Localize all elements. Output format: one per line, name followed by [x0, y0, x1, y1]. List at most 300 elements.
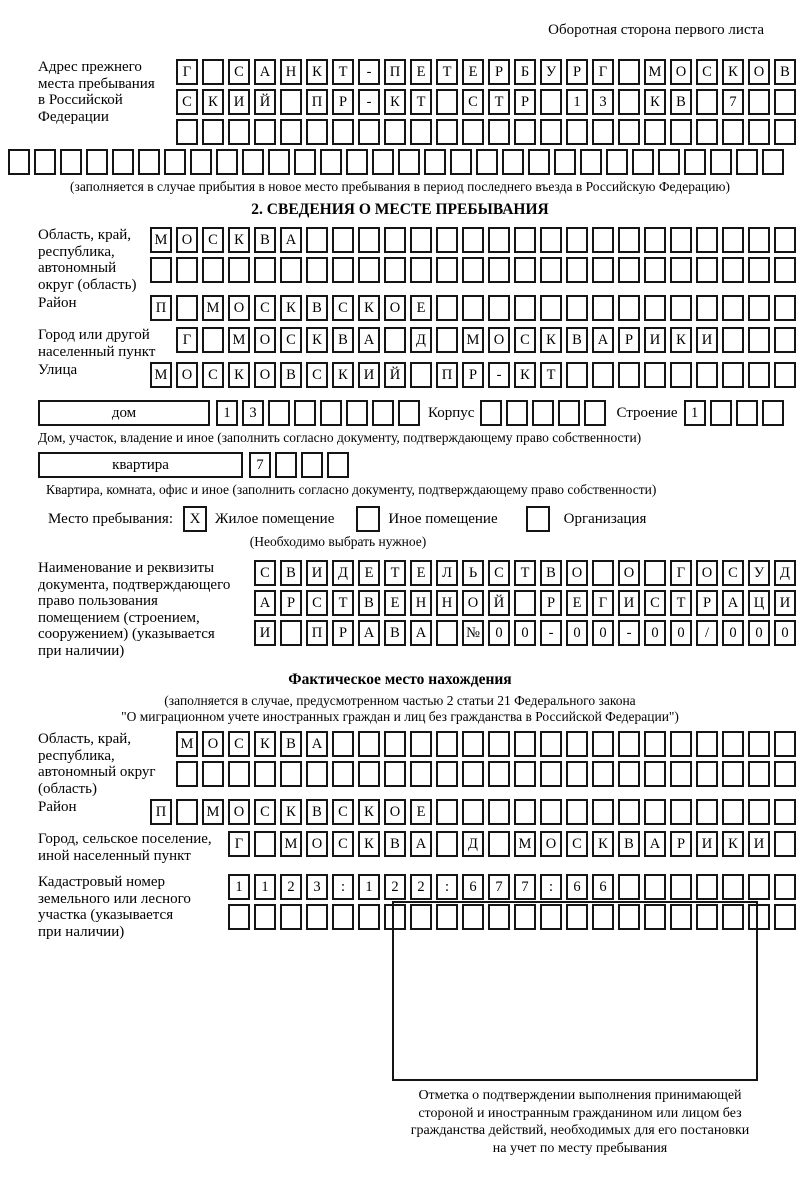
- char-cell[interactable]: [358, 761, 380, 787]
- char-cell[interactable]: О: [176, 362, 198, 388]
- char-cell[interactable]: -: [358, 89, 380, 115]
- char-cell[interactable]: [280, 119, 302, 145]
- char-cell[interactable]: И: [618, 590, 640, 616]
- char-cell[interactable]: [670, 799, 692, 825]
- char-cell[interactable]: [358, 904, 380, 930]
- char-cell[interactable]: [554, 149, 576, 175]
- region-row-1[interactable]: [150, 227, 796, 253]
- char-cell[interactable]: [580, 149, 602, 175]
- char-cell[interactable]: [774, 257, 796, 283]
- char-cell[interactable]: [436, 327, 458, 353]
- char-cell[interactable]: [410, 362, 432, 388]
- char-cell[interactable]: [424, 149, 446, 175]
- char-cell[interactable]: В: [280, 731, 302, 757]
- checkbox-residential[interactable]: X: [183, 506, 207, 532]
- char-cell[interactable]: [736, 400, 758, 426]
- char-cell[interactable]: С: [176, 89, 198, 115]
- char-cell[interactable]: Р: [618, 327, 640, 353]
- char-cell[interactable]: 0: [722, 620, 744, 646]
- char-cell[interactable]: [644, 560, 666, 586]
- char-cell[interactable]: И: [696, 327, 718, 353]
- char-cell[interactable]: [358, 227, 380, 253]
- char-cell[interactable]: [34, 149, 56, 175]
- char-cell[interactable]: [748, 89, 770, 115]
- char-cell[interactable]: С: [280, 327, 302, 353]
- char-cell[interactable]: [670, 362, 692, 388]
- char-cell[interactable]: [358, 119, 380, 145]
- char-cell[interactable]: Й: [384, 362, 406, 388]
- char-cell[interactable]: [762, 400, 784, 426]
- char-cell[interactable]: Г: [176, 327, 198, 353]
- char-cell[interactable]: [696, 874, 718, 900]
- char-cell[interactable]: [332, 761, 354, 787]
- char-cell[interactable]: [202, 119, 224, 145]
- char-cell[interactable]: Р: [332, 89, 354, 115]
- char-cell[interactable]: [696, 119, 718, 145]
- document-row-2[interactable]: [254, 590, 796, 616]
- city-row[interactable]: [176, 327, 796, 353]
- char-cell[interactable]: [618, 257, 640, 283]
- char-cell[interactable]: [696, 799, 718, 825]
- char-cell[interactable]: Р: [280, 590, 302, 616]
- char-cell[interactable]: [176, 761, 198, 787]
- char-cell[interactable]: К: [254, 731, 276, 757]
- char-cell[interactable]: [592, 799, 614, 825]
- char-cell[interactable]: [301, 452, 323, 478]
- char-cell[interactable]: Е: [410, 59, 432, 85]
- char-cell[interactable]: [384, 227, 406, 253]
- char-cell[interactable]: [566, 761, 588, 787]
- char-cell[interactable]: [566, 799, 588, 825]
- char-cell[interactable]: М: [150, 362, 172, 388]
- char-cell[interactable]: Е: [410, 799, 432, 825]
- prev-address-row-4[interactable]: [8, 149, 792, 175]
- char-cell[interactable]: [280, 620, 302, 646]
- char-cell[interactable]: [436, 831, 458, 857]
- char-cell[interactable]: [332, 731, 354, 757]
- char-cell[interactable]: М: [176, 731, 198, 757]
- char-cell[interactable]: [748, 295, 770, 321]
- char-cell[interactable]: [566, 362, 588, 388]
- char-cell[interactable]: [436, 257, 458, 283]
- char-cell[interactable]: И: [696, 831, 718, 857]
- char-cell[interactable]: [670, 257, 692, 283]
- prev-address-row-1[interactable]: [176, 59, 796, 85]
- char-cell[interactable]: [722, 295, 744, 321]
- char-cell[interactable]: [228, 119, 250, 145]
- char-cell[interactable]: [592, 362, 614, 388]
- char-cell[interactable]: П: [384, 59, 406, 85]
- char-cell[interactable]: [540, 761, 562, 787]
- char-cell[interactable]: В: [540, 560, 562, 586]
- char-cell[interactable]: Е: [410, 560, 432, 586]
- char-cell[interactable]: [670, 731, 692, 757]
- char-cell[interactable]: [722, 257, 744, 283]
- char-cell[interactable]: [450, 149, 472, 175]
- char-cell[interactable]: [532, 400, 554, 426]
- char-cell[interactable]: [696, 89, 718, 115]
- char-cell[interactable]: [696, 295, 718, 321]
- char-cell[interactable]: [774, 227, 796, 253]
- char-cell[interactable]: [476, 149, 498, 175]
- char-cell[interactable]: 1: [566, 89, 588, 115]
- char-cell[interactable]: 0: [644, 620, 666, 646]
- char-cell[interactable]: К: [280, 295, 302, 321]
- char-cell[interactable]: В: [280, 362, 302, 388]
- char-cell[interactable]: [294, 149, 316, 175]
- char-cell[interactable]: О: [384, 799, 406, 825]
- char-cell[interactable]: 6: [592, 874, 614, 900]
- char-cell[interactable]: [592, 731, 614, 757]
- char-cell[interactable]: [762, 149, 784, 175]
- char-cell[interactable]: [514, 227, 536, 253]
- actual-district-row[interactable]: [150, 799, 796, 825]
- korpus-cells[interactable]: [480, 400, 606, 426]
- char-cell[interactable]: [736, 149, 758, 175]
- char-cell[interactable]: Г: [670, 560, 692, 586]
- char-cell[interactable]: [410, 761, 432, 787]
- char-cell[interactable]: 3: [242, 400, 264, 426]
- char-cell[interactable]: [748, 327, 770, 353]
- char-cell[interactable]: [436, 620, 458, 646]
- char-cell[interactable]: И: [306, 560, 328, 586]
- char-cell[interactable]: [410, 227, 432, 253]
- char-cell[interactable]: О: [384, 295, 406, 321]
- char-cell[interactable]: А: [358, 327, 380, 353]
- char-cell[interactable]: П: [436, 362, 458, 388]
- char-cell[interactable]: П: [306, 89, 328, 115]
- char-cell[interactable]: Н: [280, 59, 302, 85]
- char-cell[interactable]: О: [618, 560, 640, 586]
- char-cell[interactable]: К: [202, 89, 224, 115]
- char-cell[interactable]: Е: [358, 560, 380, 586]
- char-cell[interactable]: В: [358, 590, 380, 616]
- char-cell[interactable]: [488, 761, 510, 787]
- char-cell[interactable]: 0: [566, 620, 588, 646]
- char-cell[interactable]: [644, 731, 666, 757]
- char-cell[interactable]: [280, 761, 302, 787]
- char-cell[interactable]: Т: [410, 89, 432, 115]
- char-cell[interactable]: [592, 560, 614, 586]
- char-cell[interactable]: 1: [684, 400, 706, 426]
- char-cell[interactable]: [644, 761, 666, 787]
- char-cell[interactable]: Д: [462, 831, 484, 857]
- char-cell[interactable]: Н: [410, 590, 432, 616]
- char-cell[interactable]: Т: [384, 560, 406, 586]
- char-cell[interactable]: [332, 119, 354, 145]
- char-cell[interactable]: В: [254, 227, 276, 253]
- char-cell[interactable]: -: [618, 620, 640, 646]
- char-cell[interactable]: [618, 119, 640, 145]
- char-cell[interactable]: [644, 295, 666, 321]
- char-cell[interactable]: В: [306, 295, 328, 321]
- char-cell[interactable]: -: [540, 620, 562, 646]
- char-cell[interactable]: [268, 149, 290, 175]
- char-cell[interactable]: [644, 227, 666, 253]
- char-cell[interactable]: [566, 257, 588, 283]
- char-cell[interactable]: [384, 119, 406, 145]
- char-cell[interactable]: [488, 257, 510, 283]
- char-cell[interactable]: А: [410, 831, 432, 857]
- char-cell[interactable]: А: [358, 620, 380, 646]
- char-cell[interactable]: К: [306, 327, 328, 353]
- char-cell[interactable]: [618, 227, 640, 253]
- char-cell[interactable]: [410, 731, 432, 757]
- region-row-2[interactable]: [150, 257, 796, 283]
- char-cell[interactable]: У: [540, 59, 562, 85]
- char-cell[interactable]: [346, 400, 368, 426]
- char-cell[interactable]: В: [670, 89, 692, 115]
- char-cell[interactable]: [502, 149, 524, 175]
- char-cell[interactable]: Д: [774, 560, 796, 586]
- char-cell[interactable]: [748, 257, 770, 283]
- char-cell[interactable]: Й: [254, 89, 276, 115]
- char-cell[interactable]: [514, 257, 536, 283]
- char-cell[interactable]: [228, 257, 250, 283]
- char-cell[interactable]: [670, 874, 692, 900]
- char-cell[interactable]: П: [150, 799, 172, 825]
- char-cell[interactable]: [584, 400, 606, 426]
- char-cell[interactable]: М: [514, 831, 536, 857]
- char-cell[interactable]: И: [228, 89, 250, 115]
- char-cell[interactable]: [436, 799, 458, 825]
- char-cell[interactable]: [275, 452, 297, 478]
- char-cell[interactable]: [710, 149, 732, 175]
- char-cell[interactable]: И: [748, 831, 770, 857]
- char-cell[interactable]: [618, 295, 640, 321]
- char-cell[interactable]: [722, 731, 744, 757]
- char-cell[interactable]: :: [332, 874, 354, 900]
- char-cell[interactable]: [644, 362, 666, 388]
- char-cell[interactable]: У: [748, 560, 770, 586]
- char-cell[interactable]: [658, 149, 680, 175]
- char-cell[interactable]: [150, 257, 172, 283]
- char-cell[interactable]: [320, 149, 342, 175]
- char-cell[interactable]: /: [696, 620, 718, 646]
- char-cell[interactable]: [506, 400, 528, 426]
- prev-address-row-3[interactable]: [176, 119, 796, 145]
- char-cell[interactable]: [60, 149, 82, 175]
- char-cell[interactable]: [280, 89, 302, 115]
- actual-region-row-1[interactable]: [176, 731, 796, 757]
- char-cell[interactable]: С: [202, 362, 224, 388]
- char-cell[interactable]: [670, 295, 692, 321]
- char-cell[interactable]: С: [488, 560, 510, 586]
- char-cell[interactable]: Г: [592, 590, 614, 616]
- char-cell[interactable]: [306, 257, 328, 283]
- char-cell[interactable]: О: [254, 327, 276, 353]
- char-cell[interactable]: [202, 761, 224, 787]
- char-cell[interactable]: [216, 149, 238, 175]
- char-cell[interactable]: Д: [410, 327, 432, 353]
- char-cell[interactable]: 7: [488, 874, 510, 900]
- char-cell[interactable]: Г: [176, 59, 198, 85]
- char-cell[interactable]: Н: [436, 590, 458, 616]
- char-cell[interactable]: [384, 731, 406, 757]
- char-cell[interactable]: [670, 119, 692, 145]
- apartment-cells[interactable]: [249, 452, 349, 478]
- char-cell[interactable]: [748, 761, 770, 787]
- char-cell[interactable]: 0: [488, 620, 510, 646]
- char-cell[interactable]: [480, 400, 502, 426]
- char-cell[interactable]: А: [722, 590, 744, 616]
- char-cell[interactable]: [436, 89, 458, 115]
- char-cell[interactable]: 3: [306, 874, 328, 900]
- char-cell[interactable]: [592, 761, 614, 787]
- char-cell[interactable]: Е: [566, 590, 588, 616]
- char-cell[interactable]: С: [514, 327, 536, 353]
- char-cell[interactable]: [410, 257, 432, 283]
- char-cell[interactable]: [722, 761, 744, 787]
- char-cell[interactable]: [696, 227, 718, 253]
- char-cell[interactable]: О: [228, 295, 250, 321]
- char-cell[interactable]: [540, 119, 562, 145]
- char-cell[interactable]: С: [228, 59, 250, 85]
- char-cell[interactable]: П: [150, 295, 172, 321]
- char-cell[interactable]: [306, 904, 328, 930]
- char-cell[interactable]: О: [254, 362, 276, 388]
- char-cell[interactable]: [254, 119, 276, 145]
- char-cell[interactable]: В: [306, 799, 328, 825]
- char-cell[interactable]: К: [358, 799, 380, 825]
- char-cell[interactable]: [540, 257, 562, 283]
- char-cell[interactable]: [618, 874, 640, 900]
- char-cell[interactable]: [86, 149, 108, 175]
- char-cell[interactable]: [618, 89, 640, 115]
- char-cell[interactable]: [398, 400, 420, 426]
- char-cell[interactable]: М: [644, 59, 666, 85]
- char-cell[interactable]: Е: [462, 59, 484, 85]
- char-cell[interactable]: [164, 149, 186, 175]
- char-cell[interactable]: [540, 89, 562, 115]
- char-cell[interactable]: [670, 761, 692, 787]
- char-cell[interactable]: [644, 799, 666, 825]
- char-cell[interactable]: 7: [722, 89, 744, 115]
- char-cell[interactable]: [722, 799, 744, 825]
- district-row[interactable]: [150, 295, 796, 321]
- char-cell[interactable]: В: [332, 327, 354, 353]
- char-cell[interactable]: [384, 327, 406, 353]
- char-cell[interactable]: О: [306, 831, 328, 857]
- char-cell[interactable]: [320, 400, 342, 426]
- char-cell[interactable]: [462, 119, 484, 145]
- char-cell[interactable]: [384, 761, 406, 787]
- char-cell[interactable]: 0: [748, 620, 770, 646]
- char-cell[interactable]: О: [488, 327, 510, 353]
- char-cell[interactable]: В: [566, 327, 588, 353]
- char-cell[interactable]: В: [384, 831, 406, 857]
- char-cell[interactable]: Г: [592, 59, 614, 85]
- char-cell[interactable]: Е: [384, 590, 406, 616]
- char-cell[interactable]: 2: [384, 874, 406, 900]
- char-cell[interactable]: Ь: [462, 560, 484, 586]
- char-cell[interactable]: [632, 149, 654, 175]
- char-cell[interactable]: -: [488, 362, 510, 388]
- char-cell[interactable]: [332, 257, 354, 283]
- char-cell[interactable]: И: [774, 590, 796, 616]
- char-cell[interactable]: [696, 761, 718, 787]
- char-cell[interactable]: К: [384, 89, 406, 115]
- char-cell[interactable]: [346, 149, 368, 175]
- char-cell[interactable]: [280, 257, 302, 283]
- char-cell[interactable]: О: [202, 731, 224, 757]
- char-cell[interactable]: С: [254, 295, 276, 321]
- char-cell[interactable]: [722, 119, 744, 145]
- char-cell[interactable]: К: [358, 831, 380, 857]
- char-cell[interactable]: [644, 257, 666, 283]
- char-cell[interactable]: М: [280, 831, 302, 857]
- char-cell[interactable]: С: [306, 590, 328, 616]
- char-cell[interactable]: О: [670, 59, 692, 85]
- char-cell[interactable]: [436, 227, 458, 253]
- char-cell[interactable]: 7: [249, 452, 271, 478]
- char-cell[interactable]: 1: [358, 874, 380, 900]
- char-cell[interactable]: 6: [566, 874, 588, 900]
- char-cell[interactable]: [8, 149, 30, 175]
- char-cell[interactable]: К: [514, 362, 536, 388]
- char-cell[interactable]: Р: [488, 59, 510, 85]
- char-cell[interactable]: [774, 874, 796, 900]
- char-cell[interactable]: [748, 362, 770, 388]
- char-cell[interactable]: [306, 119, 328, 145]
- char-cell[interactable]: Д: [332, 560, 354, 586]
- char-cell[interactable]: М: [202, 295, 224, 321]
- char-cell[interactable]: [514, 731, 536, 757]
- char-cell[interactable]: [228, 904, 250, 930]
- char-cell[interactable]: Т: [514, 560, 536, 586]
- char-cell[interactable]: И: [254, 620, 276, 646]
- char-cell[interactable]: [748, 731, 770, 757]
- char-cell[interactable]: Р: [696, 590, 718, 616]
- char-cell[interactable]: Т: [332, 590, 354, 616]
- char-cell[interactable]: С: [332, 831, 354, 857]
- char-cell[interactable]: Р: [540, 590, 562, 616]
- char-cell[interactable]: С: [332, 295, 354, 321]
- char-cell[interactable]: 1: [216, 400, 238, 426]
- char-cell[interactable]: [774, 327, 796, 353]
- char-cell[interactable]: [112, 149, 134, 175]
- char-cell[interactable]: [670, 227, 692, 253]
- char-cell[interactable]: [566, 295, 588, 321]
- char-cell[interactable]: [566, 119, 588, 145]
- char-cell[interactable]: [710, 400, 732, 426]
- char-cell[interactable]: [488, 227, 510, 253]
- char-cell[interactable]: [398, 149, 420, 175]
- char-cell[interactable]: М: [228, 327, 250, 353]
- prev-address-row-2[interactable]: [176, 89, 796, 115]
- char-cell[interactable]: [558, 400, 580, 426]
- char-cell[interactable]: [722, 362, 744, 388]
- char-cell[interactable]: М: [150, 227, 172, 253]
- char-cell[interactable]: [202, 327, 224, 353]
- char-cell[interactable]: [514, 119, 536, 145]
- char-cell[interactable]: [462, 731, 484, 757]
- char-cell[interactable]: [774, 89, 796, 115]
- char-cell[interactable]: О: [748, 59, 770, 85]
- char-cell[interactable]: [327, 452, 349, 478]
- char-cell[interactable]: [138, 149, 160, 175]
- char-cell[interactable]: 1: [254, 874, 276, 900]
- char-cell[interactable]: [176, 295, 198, 321]
- char-cell[interactable]: [372, 400, 394, 426]
- char-cell[interactable]: [176, 799, 198, 825]
- char-cell[interactable]: [566, 731, 588, 757]
- char-cell[interactable]: Т: [436, 59, 458, 85]
- char-cell[interactable]: [774, 799, 796, 825]
- stroenie-cells[interactable]: [684, 400, 784, 426]
- char-cell[interactable]: [540, 227, 562, 253]
- char-cell[interactable]: О: [228, 799, 250, 825]
